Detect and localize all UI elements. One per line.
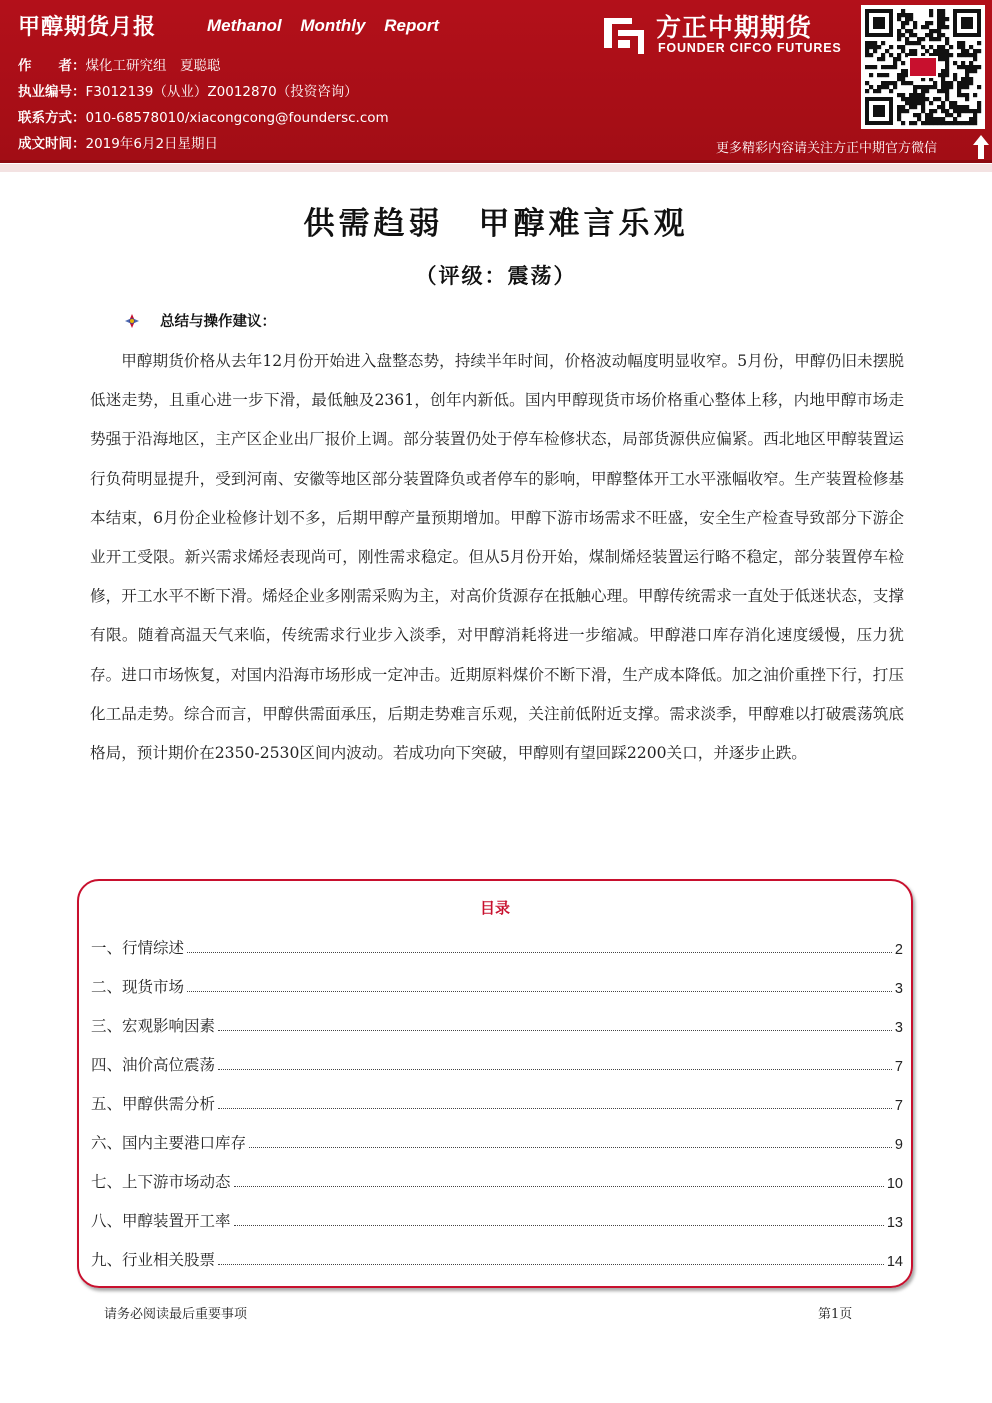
diamond-bullet-icon	[124, 313, 140, 329]
report-title-cn: 甲醇期货月报	[18, 15, 157, 40]
meta-author	[18, 54, 221, 74]
founder-logo-icon	[602, 10, 646, 54]
toc-item-page[interactable]: 7	[894, 1098, 903, 1114]
toc-item[interactable]	[91, 1129, 903, 1153]
toc-item[interactable]	[91, 1051, 903, 1075]
meta-contact	[18, 106, 389, 126]
report-main-title: 供需趋弱 甲醇难言乐观	[303, 206, 689, 242]
toc-item-label[interactable]: 六、国内主要港口库存	[91, 1134, 247, 1152]
meta-date	[18, 132, 218, 152]
wechat-qr-code[interactable]	[861, 5, 985, 129]
toc-item-page[interactable]: 9	[894, 1137, 903, 1153]
meta-label: 执业编号：	[18, 84, 86, 100]
meta-value: F3012139（从业）Z0012870（投资咨询）	[85, 84, 358, 100]
toc-item[interactable]	[91, 1090, 903, 1114]
toc-item-page[interactable]: 14	[886, 1254, 903, 1270]
toc-leader-dots	[187, 952, 892, 953]
toc-leader-dots	[234, 1225, 884, 1226]
toc-leader-dots	[234, 1186, 884, 1187]
toc-item-label[interactable]: 九、行业相关股票	[91, 1251, 216, 1269]
toc-title: 目录	[479, 899, 510, 917]
meta-label: 成文时间：	[18, 136, 86, 152]
toc-item[interactable]	[91, 973, 903, 997]
report-rating: （评级：震荡）	[415, 263, 577, 288]
toc-item-page[interactable]: 13	[886, 1215, 903, 1231]
toc-item-page[interactable]: 3	[894, 1020, 903, 1036]
toc-item[interactable]	[91, 1168, 903, 1192]
header-shadow-band	[0, 164, 992, 172]
meta-label: 作 者：	[18, 58, 86, 74]
toc-item-page[interactable]: 3	[894, 981, 903, 997]
meta-value[interactable]: 010-68578010/xiacongcong@foundersc.com	[85, 110, 389, 126]
report-title-en: Methanol Monthly Report	[207, 16, 439, 35]
toc-item-label[interactable]: 一、行情综述	[91, 939, 185, 957]
footer-disclaimer: 请务必阅读最后重要事项	[104, 1307, 248, 1322]
toc-item[interactable]	[91, 934, 903, 958]
toc-item[interactable]	[91, 1012, 903, 1036]
toc-leader-dots	[218, 1069, 892, 1070]
toc-leader-dots	[187, 991, 892, 992]
meta-label: 联系方式：	[18, 110, 86, 126]
meta-license	[18, 80, 358, 100]
toc-item-label[interactable]: 四、油价高位震荡	[91, 1056, 216, 1074]
report-header	[0, 0, 992, 160]
toc-item-label[interactable]: 五、甲醇供需分析	[91, 1095, 216, 1113]
toc-leader-dots	[218, 1108, 892, 1109]
toc-item-page[interactable]: 2	[894, 942, 903, 958]
toc-item-label[interactable]: 二、现货市场	[91, 978, 185, 996]
toc-item-page[interactable]: 10	[886, 1176, 903, 1192]
footer-page-number: 第1页	[818, 1307, 853, 1322]
toc-item-label[interactable]: 七、上下游市场动态	[91, 1173, 231, 1191]
header-divider	[0, 160, 992, 163]
meta-value: 2019年6月2日星期日	[85, 136, 219, 152]
toc-item[interactable]	[91, 1246, 903, 1270]
toc-item-label[interactable]: 三、宏观影响因素	[91, 1017, 216, 1035]
arrow-up-icon	[972, 134, 990, 160]
table-of-contents	[77, 879, 913, 1288]
toc-leader-dots	[249, 1147, 892, 1148]
toc-item-label[interactable]: 八、甲醇装置开工率	[91, 1212, 231, 1230]
toc-item-page[interactable]: 7	[894, 1059, 903, 1075]
logo-text-en: FOUNDER CIFCO FUTURES	[658, 41, 842, 55]
qr-code-icon	[861, 5, 985, 129]
toc-leader-dots	[218, 1264, 884, 1265]
company-logo	[598, 8, 860, 60]
summary-paragraph: 甲醇期货价格从去年12月份开始进入盘整态势，持续半年时间，价格波动幅度明显收窄。5月份，甲醇仍旧未摆脱低迷走势，且重心进一步下滑，最低触及2361，创年内新低。国内甲醇现货市场价格重心整体上移，内地甲醇市场走势强于沿海地区，主产区企业出厂报价上调。部分装置仍处于停车检修状态，局部货源供应偏紧。西北地区甲醇装置运行负荷明显提升，受到河南、安徽等地区部分装置降负或者停车的影响，甲醇整体开工水平涨幅收窄。生产装置检修基本结束，6月份企业检修计划不多，后期甲醇产量预期增加。甲醇下游市场需求不旺盛，安全生产检查导致部分下游企业开工受限。新兴需求烯烃表现尚可，刚性需求稳定。但从5月份开始，煤制烯烃装置运行略不稳定，部分装置停车检修，开工水平不断下滑。烯烃企业多刚需采购为主，对高价货源存在抵触心理。甲醇传统需求一直处于低迷状态，支撑有限。随着高温天气来临，传统需求行业步入淡季，对甲醇消耗将进一步缩减。甲醇港口库存消化速度缓慢，压力犹存。进口市场恢复，对国内沿海市场形成一定冲击。近期原料煤价不断下滑，生产成本降低。加之油价重挫下行，打压化工品走势。综合而言，甲醇供需面承压，后期走势难言乐观，关注前低附近支撑。需求淡季，甲醇难以打破震荡筑底格局，预计期价在2350-2530区间内波动。若成功向下突破，甲醇则有望回踩2200关口，并逐步止跌。	[90, 352, 904, 763]
toc-item[interactable]	[91, 1207, 903, 1231]
summary-heading: 总结与操作建议：	[160, 314, 276, 330]
toc-leader-dots	[218, 1030, 892, 1031]
meta-value: 煤化工研究组 夏聪聪	[85, 58, 221, 74]
logo-text-cn: 方正中期期货	[656, 13, 813, 42]
wechat-note: 更多精彩内容请关注方正中期官方微信	[716, 141, 938, 156]
